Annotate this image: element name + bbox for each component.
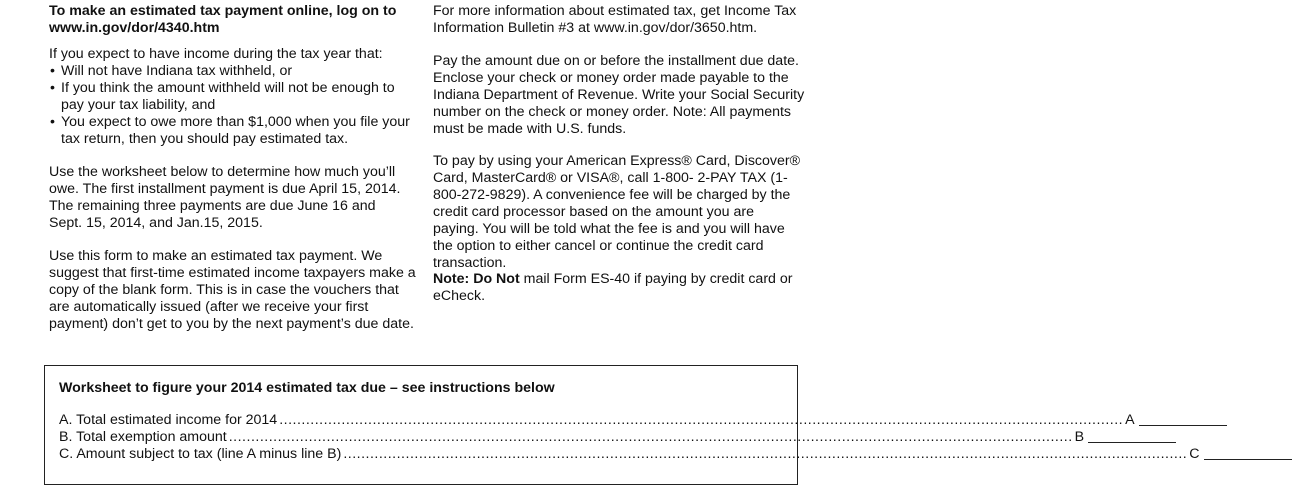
note-text: mail Form ES-40 if paying by credit card or eCheck. (433, 271, 793, 304)
estimated-tax-conditions (49, 46, 421, 148)
conditions-list (49, 63, 421, 148)
payment-due-paragraph: Pay the amount due on or before the installment due date. Enclose your check or money order made payable to the Indiana Department of Revenue. Write your Social Security number on the check or money order. Note: All payments must be made with U.S. funds. (433, 53, 805, 137)
line-label: C. Amount subject to tax (line A minus line B) (59, 446, 342, 462)
line-label: A. Total estimated income for 2014 (59, 412, 278, 428)
worksheet-line-a (59, 412, 1135, 429)
line-letter: A (1125, 412, 1135, 428)
condition-item: • If you think the amount withheld will not be enough to pay your tax liability, and (49, 80, 421, 114)
conditions-intro: If you expect to have income during the tax year that: (49, 46, 383, 62)
line-letter: B (1074, 429, 1085, 445)
worksheet-title: Worksheet to figure your 2014 estimated tax due – see instructions below (59, 380, 555, 396)
line-c-amount-field[interactable] (1204, 446, 1292, 460)
credit-card-note (433, 271, 801, 305)
worksheet-instructions: Use the worksheet below to determine how much you’ll owe. The first installment payment is due April 15, 2014. The remaining three payments are due June 16 and Sept. 15, 2014, and Jan.15, 2015. (49, 164, 401, 231)
condition-item: • Will not have Indiana tax withheld, or (49, 63, 421, 80)
form-usage-instructions: Use this form to make an estimated tax payment. We suggest that first-time estimated income taxpayers make a copy of the blank form. This is in case the vouchers that are automatically issued (after we receive your first payment) don’t get to you by the next payment’s due date. (49, 248, 416, 332)
credit-card-paragraph: To pay by using your American Express® Card, Discover® Card, MasterCard® or VISA®, call 1-800- 2-PAY TAX (1-800-272-9829). A convenience fee will be charged by the credit card processor based on the amount you are paying. You will be told what the fee is and you will have the option to either cancel or continue the credit card transaction. (433, 153, 801, 271)
leader-dots: .............................................................................................................................................................................................. (343, 446, 1188, 462)
worksheet-line-b (59, 429, 1085, 446)
line-a-amount-field[interactable] (1139, 412, 1227, 426)
left-column (49, 3, 421, 37)
more-info-paragraph: For more information about estimated tax, get Income Tax Information Bulletin #3 at www.in.gov/dor/3650.htm. (433, 3, 797, 36)
worksheet-line-c (59, 446, 1200, 463)
line-b-amount-field[interactable] (1088, 429, 1176, 443)
leader-dots: .............................................................................................................................................................................................. (279, 412, 1124, 428)
leader-dots: .............................................................................................................................................................................................. (228, 429, 1073, 445)
condition-item: • You expect to owe more than $1,000 when you file your tax return, then you should pay estimated tax. (49, 114, 421, 148)
online-payment-heading: To make an estimated tax payment online, log on to (49, 3, 397, 19)
line-label: B. Total exemption amount (59, 429, 227, 445)
online-payment-link[interactable]: www.in.gov/dor/4340.htm (49, 20, 220, 36)
line-letter: C (1189, 446, 1200, 462)
note-prefix: Note: Do Not (433, 271, 520, 287)
